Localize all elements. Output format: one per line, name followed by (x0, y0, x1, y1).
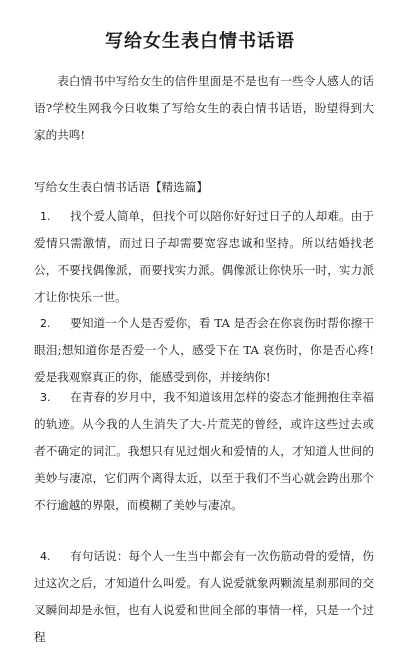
section-heading: 写给女生表白情书话语【精选篇】 (34, 180, 208, 194)
list-item (34, 384, 374, 519)
item-number: 4. (40, 550, 51, 563)
item-text: 要知道一个人是否爱你，看 TA 是否会在你哀伤时帮你擦干眼泪;想知道你是否爱一个人，感受下在 TA 哀伤时，你是否心疼!爱是我观察真正的你，能感受到你，并接纳你! (34, 316, 374, 384)
list-item (34, 203, 374, 311)
item-text: 在青春的岁月中，我不知道该用怎样的姿态才能拥抱住幸福的轨迹。从今我的人生消失了大-片荒芜的曾经，或许这些过去或者不确定的词汇。我想只有见过烟火和爱情的人，才知道人世间的美妙与凄凉，它们两个离得太近，以至于我们不当心就会跨出那个不行逾越的界限，而模糊了美妙与凄凉。 (34, 390, 374, 512)
intro-paragraph: 表白情书中写给女生的信件里面是不是也有一些令人感人的话语?学校生网我今日收集了写给女生的表白情书话语，盼望得到大家的共鸣! (34, 74, 374, 142)
item-number: 1. (40, 210, 51, 223)
item-number: 2. (40, 317, 51, 330)
item-text: 找个爱人简单，但找个可以陪你好好过日子的人却难。由于爱情只需激情，而过日子却需要宽容忠诚和坚持。所以结婚找老公，不要找偶像派，而要找实力派。偶像派让你快乐一时，实力派才让你快乐一世。 (34, 209, 374, 304)
list-item (34, 543, 374, 651)
item-number: 3. (40, 391, 51, 404)
list-item (34, 310, 374, 391)
document-title: 写给女生表白情书话语 (105, 31, 295, 52)
item-text: 有句话说：每个人一生当中都会有一次伤筋动骨的爱情，伤过这次之后，才知道什么叫爱。有人说爱就象两颗流星刹那间的交叉瞬间却是永恒，也有人说爱和世间全部的事情一样，只是一个过程 (34, 549, 374, 644)
